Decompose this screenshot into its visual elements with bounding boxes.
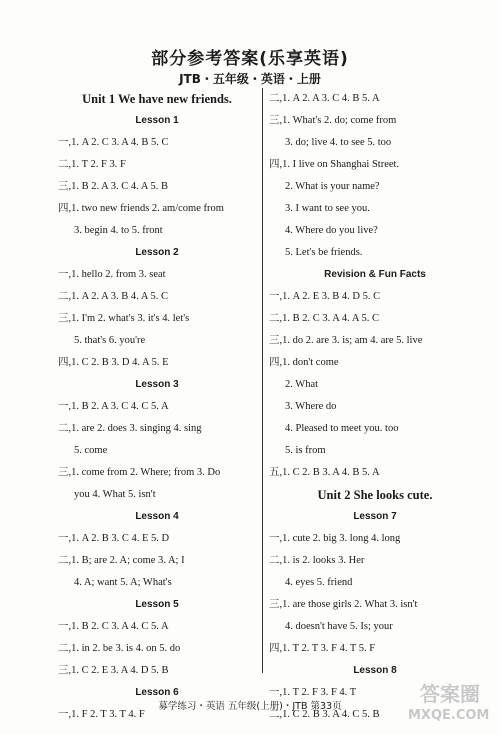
answer-line: 一,1. hello 2. from 3. seat <box>58 269 166 280</box>
answer-line: 3. Where do <box>285 401 337 412</box>
page-subtitle: JTB・五年级・英语・上册 <box>179 72 321 86</box>
answer-line: 二,1. A 2. A 3. C 4. B 5. A <box>269 93 380 104</box>
answer-line: 五,1. C 2. B 3. A 4. B 5. A <box>269 467 380 478</box>
answer-line: 三,1. come from 2. Where; from 3. Do <box>58 467 221 478</box>
unit-title: Unit 1 We have new friends. <box>82 92 232 106</box>
answer-line: 三,1. are those girls 2. What 3. isn't <box>269 599 418 610</box>
lesson-title: Lesson 2 <box>135 247 179 258</box>
answer-line: 二,1. are 2. does 3. singing 4. sing <box>58 423 202 434</box>
answer-line: 5. that's 6. you're <box>74 335 146 346</box>
answer-line: 二,1. A 2. A 3. B 4. A 5. C <box>58 291 168 302</box>
page-title: 部分参考答案(乐享英语) <box>151 49 349 69</box>
answer-line: 3. do; live 4. to see 5. too <box>285 137 392 148</box>
answer-line: 4. A; want 5. A; What's <box>74 577 172 588</box>
answer-line: 二,1. B; are 2. A; come 3. A; I <box>58 555 185 566</box>
lesson-title: Lesson 4 <box>135 511 179 522</box>
answer-line: 三,1. B 2. A 3. C 4. A 5. B <box>58 181 168 192</box>
answer-line: 4. Pleased to meet you. too <box>285 423 399 434</box>
lesson-title: Lesson 5 <box>135 599 179 610</box>
answer-line: 四,1. two new friends 2. am/come from <box>58 203 224 214</box>
answer-line: 5. come <box>74 445 108 456</box>
answer-line: 3. begin 4. to 5. front <box>74 225 163 236</box>
answer-line: 三,1. What's 2. do; come from <box>269 115 397 126</box>
answer-line: 2. What <box>285 379 319 390</box>
answer-line: 二,1. is 2. looks 3. Her <box>269 555 365 566</box>
answer-line: 四,1. T 2. T 3. F 4. T 5. F <box>269 643 376 654</box>
answer-line: 二,1. B 2. C 3. A 4. A 5. C <box>269 313 379 324</box>
answer-line: 一,1. cute 2. big 3. long 4. long <box>269 533 401 544</box>
answer-line: 4. doesn't have 5. Is; your <box>285 621 393 632</box>
page-footer: 募学练习・英语 五年级(上册)・JTB 第33页 <box>158 701 342 712</box>
answer-line: 一,1. A 2. E 3. B 4. D 5. C <box>269 291 381 302</box>
answer-line: 二,1. T 2. F 3. F <box>58 159 126 170</box>
answer-line: 三,1. do 2. are 3. is; am 4. are 5. live <box>269 335 423 346</box>
watermark-url: MXQE.COM <box>408 708 490 723</box>
answer-line: 二,1. C 2. B 3. A 4. C 5. B <box>269 709 380 720</box>
answer-line: 5. Let's be friends. <box>285 247 363 258</box>
answer-line: 一,1. B 2. C 3. A 4. C 5. A <box>58 621 169 632</box>
answer-line: 3. I want to see you. <box>285 203 370 214</box>
answer-line: 4. eyes 5. friend <box>285 577 353 588</box>
lesson-title: Lesson 6 <box>135 687 179 698</box>
answer-line: 一,1. F 2. T 3. T 4. F <box>58 709 145 720</box>
answer-line: 4. Where do you live? <box>285 225 378 236</box>
lesson-title: Lesson 1 <box>135 115 179 126</box>
answer-line: 2. What is your name? <box>285 181 380 192</box>
answer-line: 一,1. A 2. B 3. C 4. E 5. D <box>58 533 170 544</box>
answer-line: you 4. What 5. isn't <box>74 489 156 500</box>
answer-line: 二,1. in 2. be 3. is 4. on 5. do <box>58 643 181 654</box>
watermark-logo: 答案圈 <box>420 682 480 706</box>
answer-line: 一,1. T 2. F 3. F 4. T <box>269 687 357 698</box>
answer-line: 三,1. I'm 2. what's 3. it's 4. let's <box>58 313 190 324</box>
lesson-title: Lesson 3 <box>135 379 179 390</box>
answer-line: 四,1. don't come <box>269 357 339 368</box>
answer-line: 三,1. C 2. E 3. A 4. D 5. B <box>58 665 169 676</box>
lesson-title: Revision & Fun Facts <box>324 269 426 280</box>
answer-line: 5. is from <box>285 445 326 456</box>
unit-title: Unit 2 She looks cute. <box>317 488 433 502</box>
left-column <box>58 88 256 726</box>
lesson-title: Lesson 8 <box>353 665 397 676</box>
answer-line: 一,1. A 2. C 3. A 4. B 5. C <box>58 137 169 148</box>
answer-line: 四,1. C 2. B 3. D 4. A 5. E <box>58 357 169 368</box>
answer-line: 四,1. I live on Shanghai Street. <box>269 159 400 170</box>
answer-line: 一,1. B 2. A 3. C 4. C 5. A <box>58 401 169 412</box>
lesson-title: Lesson 7 <box>353 511 397 522</box>
